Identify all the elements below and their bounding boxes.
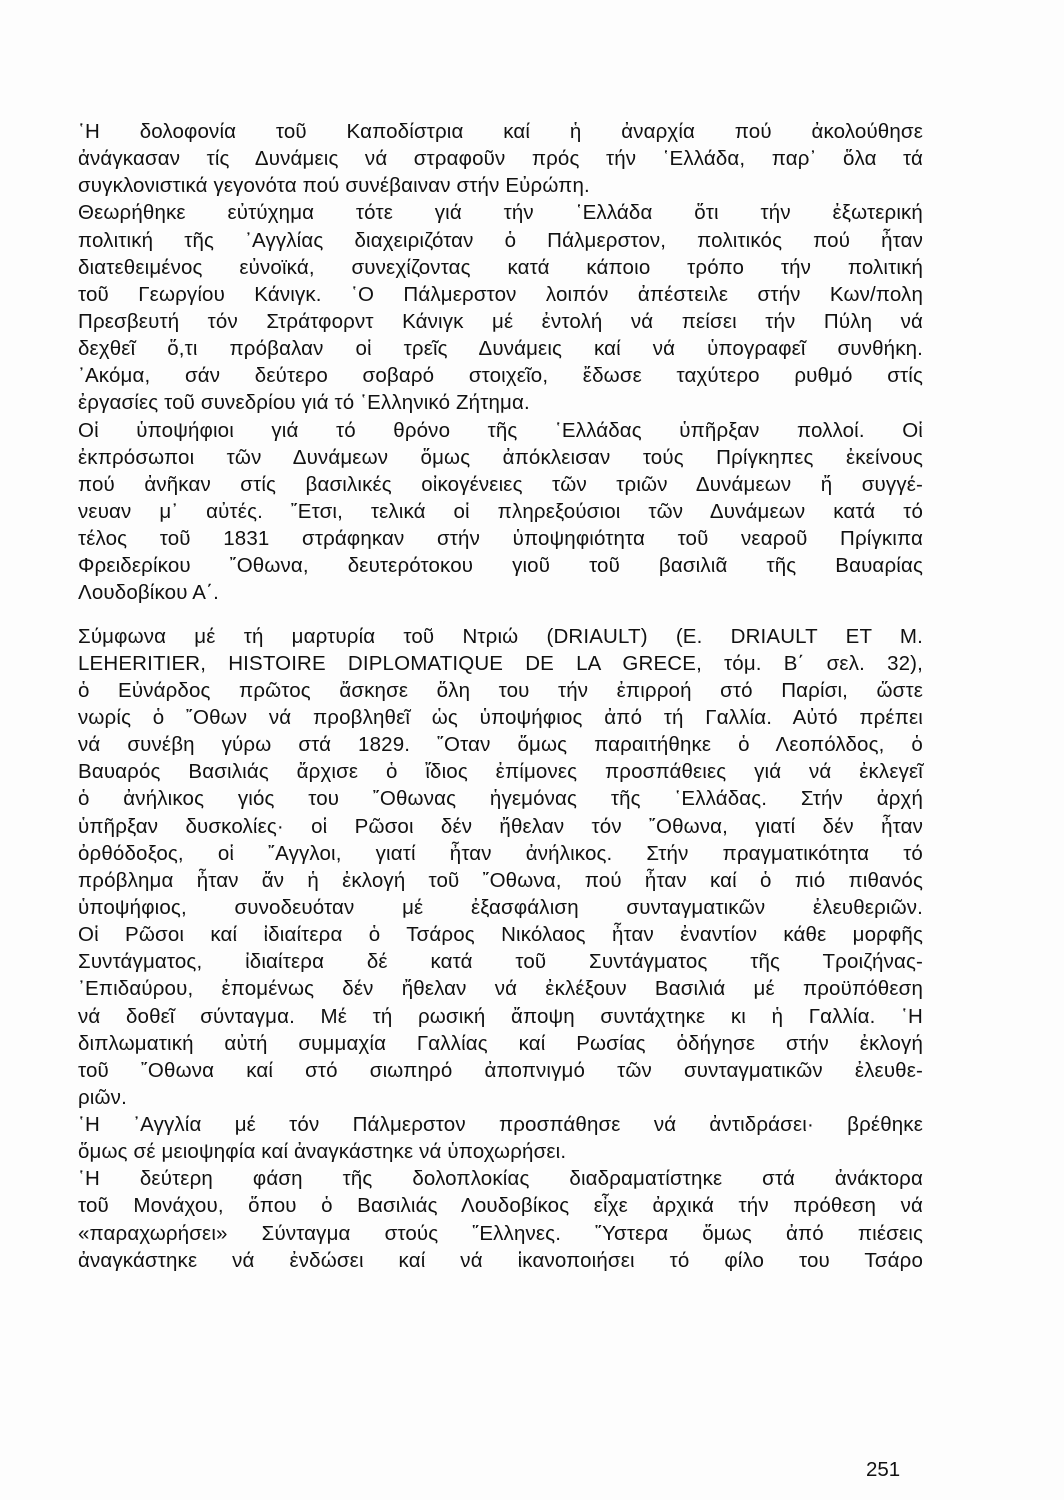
text-line: πολιτική τῆς ᾽Αγγλίας διαχειριζόταν ὁ Πάλμερστον, πολιτικός πού ἦταν — [78, 228, 923, 252]
text-line: ὁ Εὐνάρδος πρῶτος ἄσκησε ὅλη του τήν ἐπιρροή στό Παρίσι, ὥστε — [78, 678, 923, 702]
text-line: πρόβλημα ἦταν ἄν ἡ ἐκλογή τοῦ ῎Οθωνα, πού ἦταν καί ὁ πιό πιθανός — [78, 868, 923, 892]
paragraph-6 — [78, 1165, 923, 1274]
text-line: Σύμφωνα μέ τή μαρτυρία τοῦ Ντριώ (DRIAULT) (E. DRIAULT ET M. — [78, 624, 923, 648]
text-line: τοῦ Μονάχου, ὅπου ὁ Βασιλιάς Λουδοβίκος εἶχε ἀρχικά τήν πρόθεση νά — [78, 1194, 923, 1218]
body-text — [78, 118, 923, 1274]
text-line: διατεθειμένος εὐνοϊκά, συνεχίζοντας κατά κάποιο τρόπο τήν πολιτική — [78, 255, 923, 279]
text-line: ὀρθόδοξος, οἱ ῎Αγγλοι, γιατί ἦταν ἀνήλικος. Στήν πραγματικότητα τό — [78, 841, 923, 865]
paragraph-5 — [78, 1111, 923, 1165]
text-line: ριῶν. — [78, 1085, 127, 1109]
text-line: Οἱ Ρῶσοι καί ἰδιαίτερα ὁ Τσάρος Νικόλαος ἦταν ἐναντίον κάθε μορφῆς — [78, 923, 923, 947]
text-line: διπλωματική αὐτή συμμαχία Γαλλίας καί Ρωσίας ὁδήγησε στήν ἐκλογή — [78, 1031, 923, 1055]
text-line: ᾽Ακόμα, σάν δεύτερο σοβαρό στοιχεῖο, ἔδωσε ταχύτερο ρυθμό στίς — [78, 364, 923, 388]
text-line: ᾽Επιδαύρου, ἐπομένως δέν ἤθελαν νά ἐκλέξουν Βασιλιά μέ προϋπόθεση — [78, 977, 923, 1001]
text-line: Οἱ ὑποψήφιοι γιά τό θρόνο τῆς ῾Ελλάδας ὑπῆρξαν πολλοί. Οἱ — [78, 418, 923, 442]
paragraph-spacer — [78, 607, 923, 623]
text-line: τέλος τοῦ 1831 στράφηκαν στήν ὑποψηφιότητα τοῦ νεαροῦ Πρίγκιπα — [78, 527, 923, 551]
text-line: Φρειδερίκου ῎Οθωνα, δευτερότοκου γιοῦ τοῦ βασιλιᾶ τῆς Βαυαρίας — [78, 554, 923, 578]
text-line: ὁ ἀνήλικος γιός του ῎Οθωνας ἡγεμόνας τῆς ῾Ελλάδας. Στήν ἀρχή — [78, 787, 923, 811]
text-line: ἀνάγκασαν τίς Δυνάμεις νά στραφοῦν πρός τήν ῾Ελλάδα, παρ᾽ ὅλα τά — [78, 147, 923, 171]
page-number: 251 — [866, 1458, 901, 1481]
text-line: Θεωρήθηκε εὐτύχημα τότε γιά τήν ῾Ελλάδα ὅτι τήν ἐξωτερική — [78, 201, 923, 225]
text-line: ῾Η δολοφονία τοῦ Καποδίστρια καί ἡ ἀναρχία πού ἀκολούθησε — [78, 120, 923, 143]
text-line: νευαν μ᾽ αὐτές. ῎Ετσι, τελικά οἱ πληρεξούσιοι τῶν Δυνάμεων κατά τό — [78, 499, 923, 523]
text-line: ἐργασίες τοῦ συνεδρίου γιά τό ῾Ελληνικό Ζήτημα. — [78, 391, 530, 415]
text-line: νωρίς ὁ ῎Οθων νά προβληθεῖ ὡς ὑποψήφιος ἀπό τή Γαλλία. Αὐτό πρέπει — [78, 705, 923, 729]
text-line: πού ἀνῆκαν στίς βασιλικές οἰκογένειες τῶν τριῶν Δυνάμεων ἤ συγγέ- — [78, 472, 923, 496]
text-line: Συντάγματος, ἰδιαίτερα δέ κατά τοῦ Συντάγματος τῆς Τροιζήνας- — [78, 950, 923, 974]
text-line: ἀναγκάστηκε νά ἐνδώσει καί νά ἱκανοποιήσει τό φίλο του Τσάρο — [78, 1248, 923, 1272]
text-line: νά συνέβη γύρω στά 1829. ῞Οταν ὅμως παραιτήθηκε ὁ Λεοπόλδος, ὁ — [78, 733, 923, 757]
text-line: Λουδοβίκου Α΄. — [78, 581, 219, 605]
text-line: ὑποψήφιος, συνοδευόταν μέ ἐξασφάλιση συνταγματικῶν ἐλευθεριῶν. — [78, 895, 923, 919]
text-line: δεχθεῖ ὅ,τι πρόβαλαν οἱ τρεῖς Δυνάμεις καί νά ὑπογραφεῖ συνθήκη. — [78, 337, 923, 361]
text-line: τοῦ Γεωργίου Κάνιγκ. ῾Ο Πάλμερστον λοιπόν ἀπέστειλε στήν Κων/πολη — [78, 282, 923, 306]
text-line: «παραχωρήσει» Σύνταγμα στούς ῞Ελληνες. ῞Υστερα ὅμως ἀπό πιέσεις — [78, 1221, 923, 1245]
paragraph-4 — [78, 623, 923, 1112]
text-line: ῾Η ᾽Αγγλία μέ τόν Πάλμερστον προσπάθησε νά ἀντιδράσει· βρέθηκε — [78, 1113, 923, 1137]
paragraph-3 — [78, 417, 923, 607]
paragraph-2 — [78, 199, 923, 416]
text-line: ὅμως σέ μειοψηφία καί ἀναγκάστηκε νά ὑποχωρήσει. — [78, 1140, 567, 1164]
text-line: τοῦ ῎Οθωνα καί στό σιωπηρό ἀποπνιγμό τῶν συνταγματικῶν ἐλευθε- — [78, 1058, 923, 1082]
text-line: Βαυαρός Βασιλιάς ἄρχισε ὁ ἴδιος ἐπίμονες προσπάθειες γιά νά ἐκλεγεῖ — [78, 760, 923, 784]
text-line: Πρεσβευτή τόν Στράτφορντ Κάνιγκ μέ ἐντολή νά πείσει τήν Πύλη νά — [78, 309, 923, 333]
text-line: νά δοθεῖ σύνταγμα. Μέ τή ρωσική ἄποψη συντάχτηκε κι ἡ Γαλλία. ῾Η — [78, 1004, 923, 1028]
text-line: ῾Η δεύτερη φάση τῆς δολοπλοκίας διαδραματίστηκε στά ἀνάκτορα — [78, 1167, 923, 1191]
text-line: συγκλονιστικά γεγονότα πού συνέβαιναν στήν Εὐρώπη. — [78, 174, 590, 198]
paragraph-1 — [78, 118, 923, 199]
text-line: ἐκπρόσωποι τῶν Δυνάμεων ὅμως ἀπόκλεισαν τούς Πρίγκηπες ἐκείνους — [78, 445, 923, 469]
text-line: ὑπῆρξαν δυσκολίες· οἱ Ρῶσοι δέν ἤθελαν τόν ῎Οθωνα, γιατί δέν ἦταν — [78, 814, 923, 838]
text-line: LEHERITIER, HISTOIRE DIPLOMATIQUE DE LA GRECE, τόμ. Β΄ σελ. 32), — [78, 651, 923, 675]
